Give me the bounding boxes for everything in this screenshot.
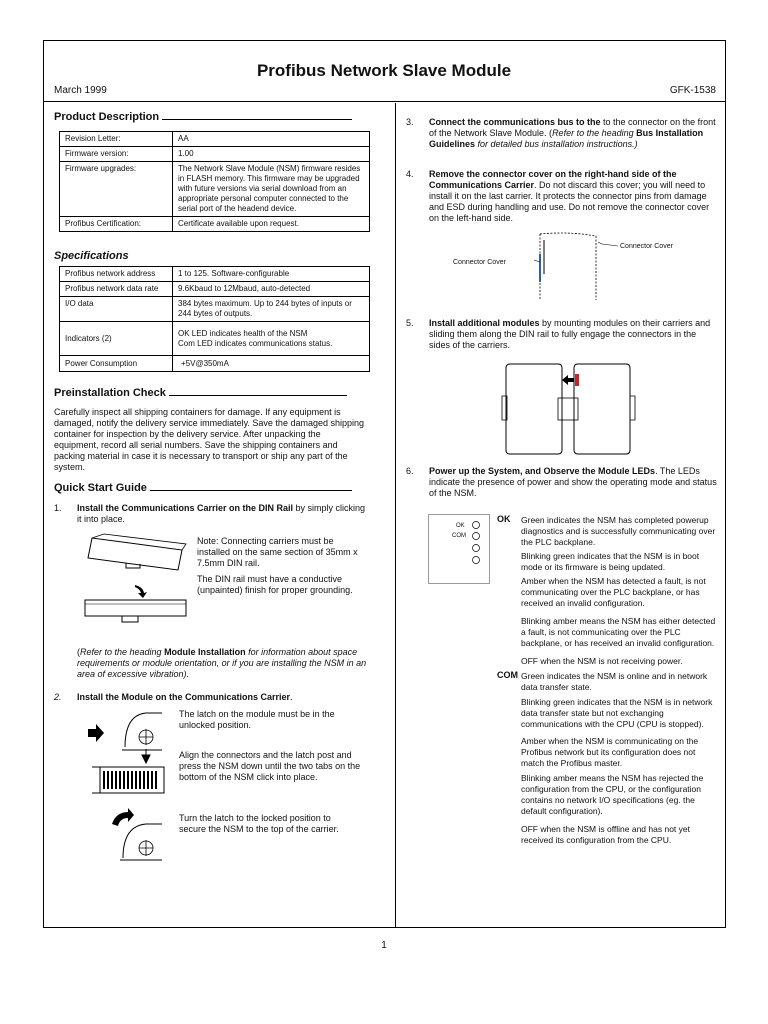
ok-item: Green indicates the NSM has completed powerup diagnostics and is successfully communicating over the PLC backplane. bbox=[521, 515, 716, 547]
specifications-heading: Specifications bbox=[54, 250, 129, 262]
step-3-number: 3. bbox=[406, 117, 414, 127]
ok-item: OFF when the NSM is not receiving power. bbox=[521, 656, 683, 666]
ok-item: Blinking amber means the NSM has either detected a fault, is not communicating over the PLC backplane, or has received an invalid configuration. bbox=[521, 616, 716, 648]
sliding-modules-illustration bbox=[502, 362, 637, 457]
preinstallation-heading: Preinstallation Check bbox=[54, 387, 347, 399]
led-label-com: COM bbox=[452, 533, 466, 539]
led-spare-icon bbox=[473, 545, 480, 552]
led-indicators bbox=[470, 520, 482, 568]
connector-cover-label-left: Connector Cover bbox=[453, 259, 506, 266]
quick-start-heading: Quick Start Guide bbox=[54, 482, 352, 494]
com-item: Green indicates the NSM is online and in network data transfer state. bbox=[521, 671, 708, 692]
step-1-note-1: Note: Connecting carriers must be installed on the same section of 35mm x 7.5mm DIN rail. bbox=[197, 536, 358, 568]
step-2-align-text: Align the connectors and the latch post and press the NSM down until the two tabs on the bottom of the NSM click into place. bbox=[179, 750, 361, 782]
led-spare-icon bbox=[473, 557, 480, 564]
led-ok-icon bbox=[473, 522, 480, 529]
step-3-text: Connect the communications bus to the to the connector on the front of the Network Slave Module. (Refer to the heading Bus Installation Guidelines for detailed bus installation instructions.) bbox=[429, 117, 716, 149]
step-4-number: 4. bbox=[406, 169, 414, 179]
table-row: I/O data 384 bytes maximum. Up to 244 bytes of inputs or 244 bytes of outputs. bbox=[60, 297, 370, 322]
step-1-number: 1. bbox=[54, 503, 62, 513]
connector-cover-illustration bbox=[530, 230, 610, 300]
com-item: Blinking green indicates that the NSM is in network data transfer state but not exchanging communications with the CPU (CPU is stopped). bbox=[521, 697, 713, 729]
page-number: 1 bbox=[381, 940, 387, 951]
table-row: Firmware upgrades: The Network Slave Module (NSM) firmware resides in FLASH memory. This firmware may be upgraded with future versions via serial download from an appropriate personal computer connected to the serial port of the headend device. bbox=[60, 162, 370, 217]
step-1-note-2: The DIN rail must have a conductive (unpainted) finish for proper grounding. bbox=[197, 574, 353, 595]
step-2-lock-text: Turn the latch to the locked position to secure the NSM to the top of the carrier. bbox=[179, 813, 339, 834]
connector-cover-label-right: Connector Cover bbox=[620, 243, 673, 250]
specifications-table bbox=[59, 266, 370, 372]
table-row: Profibus network address 1 to 125. Software-configurable bbox=[60, 267, 370, 282]
step-6-text: Power up the System, and Observe the Module LEDs. The LEDs indicate the presence of power and show the operating mode and status of the NSM. bbox=[429, 466, 717, 498]
arrow-down-icon bbox=[133, 583, 149, 599]
column-divider bbox=[395, 103, 396, 928]
com-item: OFF when the NSM is offline and has not yet received its configuration from the CPU. bbox=[521, 824, 690, 845]
ok-item: Blinking green indicates that the NSM is in boot mode or its firmware is being updated. bbox=[521, 551, 700, 572]
table-row: Revision Letter: AA bbox=[60, 132, 370, 147]
product-description-table bbox=[59, 131, 370, 232]
com-item: Amber when the NSM is communicating on the Profibus network but its configuration does not match the Profibus master. bbox=[521, 736, 699, 768]
led-label-ok: OK bbox=[456, 523, 465, 529]
preinstallation-text: Carefully inspect all shipping containers for damage. If any equipment is damaged, notify the delivery service immediately. Save the damaged shipping container for inspection by the delivery service. After unpacking the equipment, record all serial numbers. Save the shipping containers and packing material in case it is necessary to transport or ship any part of the system. bbox=[54, 407, 365, 472]
com-label: COM bbox=[497, 670, 518, 680]
step-4-text: Remove the connector cover on the right-hand side of the Communications Carrier. Do not discard this cover; you will need to install it on the last carrier. It protects the connector pins from damage and ESD during handling and use. Do not remove the connector cover on the left-hand side. bbox=[429, 169, 710, 223]
step-5-number: 5. bbox=[406, 318, 414, 328]
header-rule bbox=[43, 101, 726, 102]
step-1-text: Install the Communications Carrier on the DIN Rail by simply clicking it into place. bbox=[77, 503, 366, 524]
step-6-number: 6. bbox=[406, 466, 414, 476]
ok-label: OK bbox=[497, 514, 511, 524]
table-row: Firmware version: 1.00 bbox=[60, 147, 370, 162]
step-2-number: 2. bbox=[54, 692, 62, 702]
step-2-latch-text: The latch on the module must be in the unlocked position. bbox=[179, 709, 335, 730]
com-item: Blinking amber means the NSM has rejected the configuration from the CPU, or the configuration contains no network I/O specifications (eg. the default configuration). bbox=[521, 773, 704, 816]
page-title: Profibus Network Slave Module bbox=[256, 61, 512, 80]
table-row: Profibus network data rate 9.6Kbaud to 12Mbaud, auto-detected bbox=[60, 282, 370, 297]
doc-date: March 1999 bbox=[54, 85, 107, 96]
table-row: Indicators (2) OK LED indicates health of the NSM Com LED indicates communications status. bbox=[60, 322, 370, 356]
product-description-heading: Product Description bbox=[54, 111, 352, 123]
ok-item: Amber when the NSM has detected a fault, is not communicating over the PLC backplane, or has received an invalid configuration. bbox=[521, 576, 706, 608]
module-install-illustration bbox=[88, 707, 168, 797]
step-1-reference: (Refer to the heading Module Installation for information about space requirements or module orientation, or if you are installing the NSM in an area of excessive vibration). bbox=[77, 647, 367, 679]
step-5-text: Install additional modules by mounting modules on their carriers and sliding them along the DIN rail to fully engage the connectors in the sides of the carriers. bbox=[429, 318, 711, 350]
latch-lock-illustration bbox=[110, 808, 170, 863]
step-2-text: Install the Module on the Communications Carrier. bbox=[77, 692, 293, 702]
table-row: Profibus Certification: Certificate available upon request. bbox=[60, 217, 370, 232]
led-com-icon bbox=[473, 533, 480, 540]
table-row: Power Consumption +5V@350mA bbox=[60, 356, 370, 372]
doc-id: GFK-1538 bbox=[669, 85, 716, 96]
